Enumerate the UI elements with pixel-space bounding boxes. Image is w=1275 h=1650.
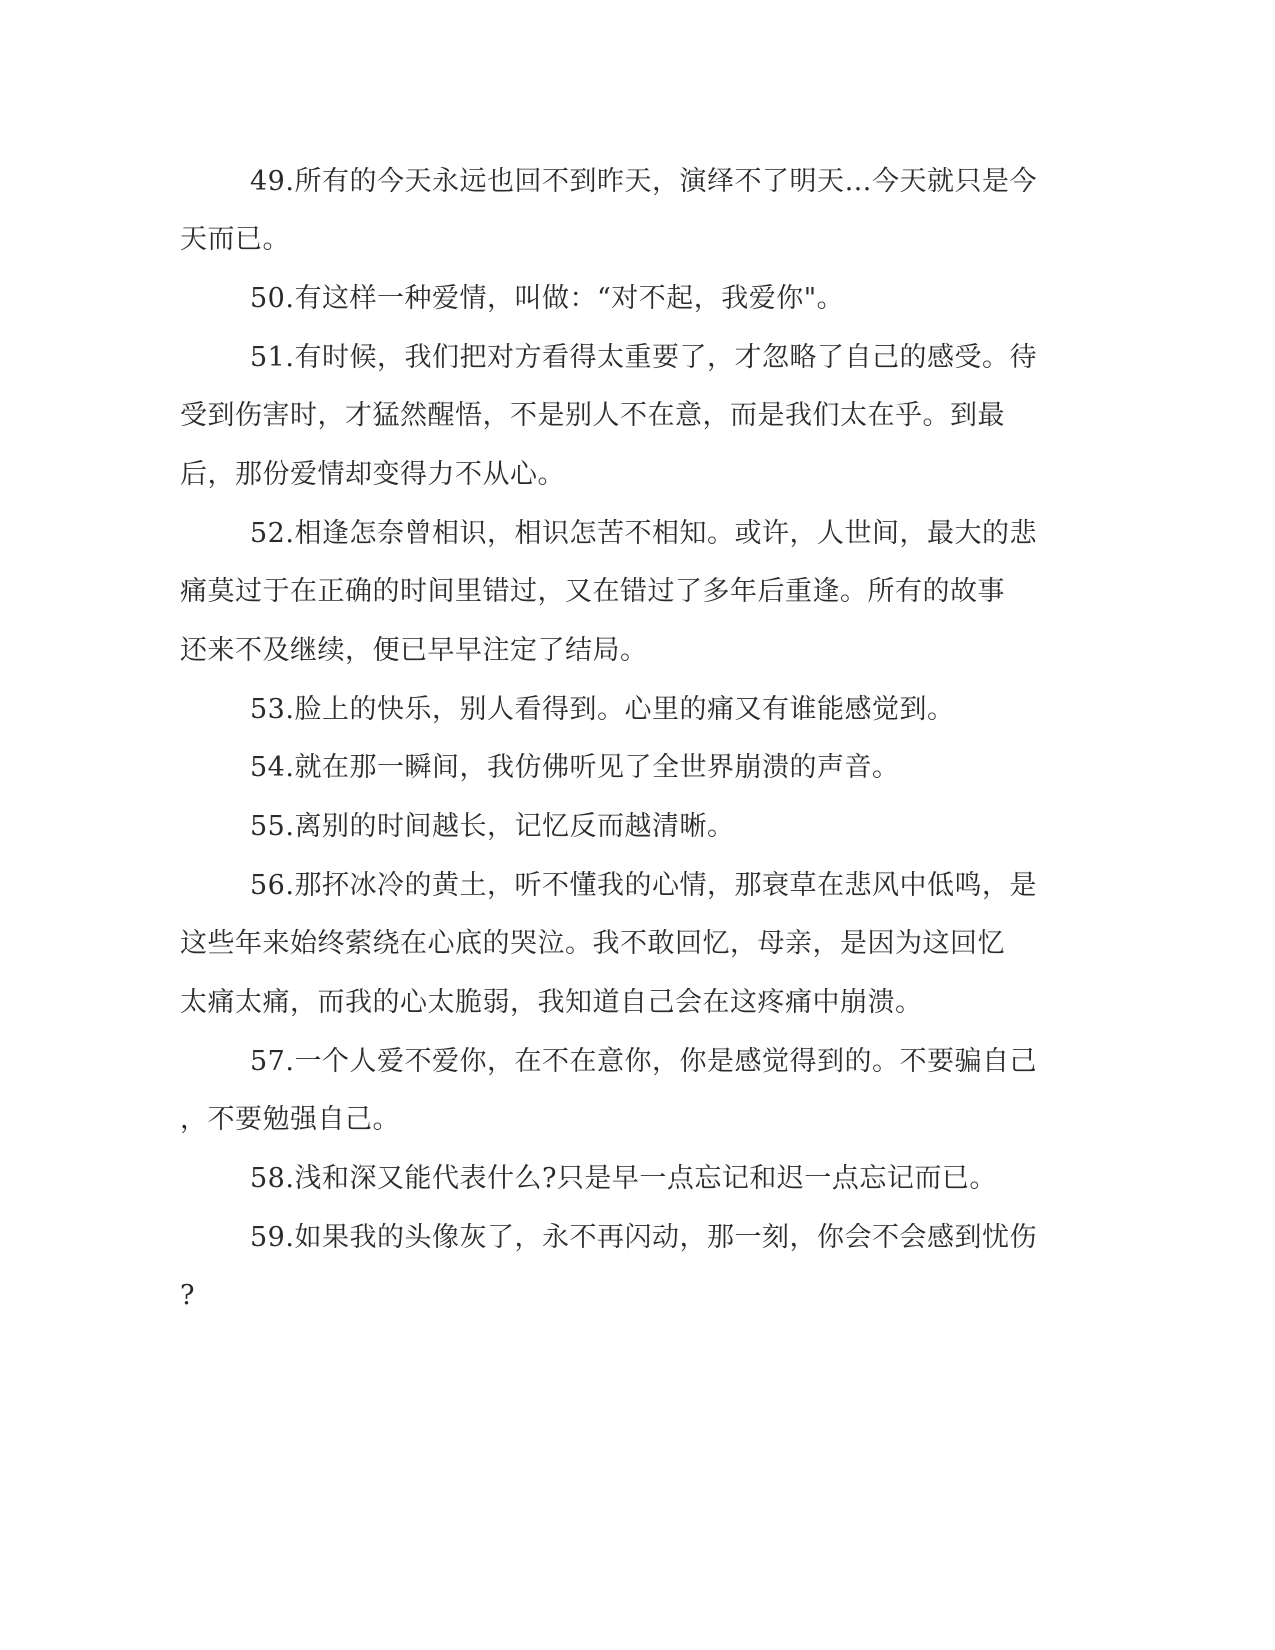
text-line-54: 54.就在那一瞬间，我仿佛听见了全世界崩溃的声音。 [250, 752, 900, 783]
text-line-51-b: 受到伤害时，才猛然醒悟，不是别人不在意，而是我们太在乎。到最 [180, 400, 1005, 431]
text-line-50: 50.有这样一种爱情，叫做：“对不起，我爱你"。 [250, 283, 845, 314]
text-line-55: 55.离别的时间越长，记忆反而越清晰。 [250, 811, 735, 842]
text-line-57-b: ，不要勉强自己。 [180, 1104, 400, 1135]
text-line-56-b: 这些年来始终萦绕在心底的哭泣。我不敢回忆，母亲，是因为这回忆 [180, 928, 1005, 959]
text-line-51-c: 后，那份爱情却变得力不从心。 [180, 459, 565, 490]
text-line-56-c: 太痛太痛，而我的心太脆弱，我知道自己会在这疼痛中崩溃。 [180, 987, 923, 1018]
text-line-59-b: ? [180, 1280, 195, 1311]
text-line-49-a: 49.所有的今天永远也回不到昨天，演绎不了明天…今天就只是今 [250, 166, 1037, 197]
text-line-53: 53.脸上的快乐，别人看得到。心里的痛又有谁能感觉到。 [250, 694, 955, 725]
text-line-57-a: 57.一个人爱不爱你，在不在意你，你是感觉得到的。不要骗自己 [250, 1046, 1037, 1077]
text-line-52-c: 还来不及继续，便已早早注定了结局。 [180, 635, 648, 666]
text-line-52-a: 52.相逢怎奈曾相识，相识怎苦不相知。或许，人世间，最大的悲 [250, 518, 1037, 549]
text-line-56-a: 56.那抔冰冷的黄土，听不懂我的心情，那衰草在悲风中低鸣，是 [250, 870, 1037, 901]
text-line-52-b: 痛莫过于在正确的时间里错过，又在错过了多年后重逢。所有的故事 [180, 576, 1005, 607]
text-line-49-b: 天而已。 [180, 224, 290, 255]
text-line-59-a: 59.如果我的头像灰了，永不再闪动，那一刻，你会不会感到忧伤 [250, 1222, 1037, 1253]
text-line-51-a: 51.有时候，我们把对方看得太重要了，才忽略了自己的感受。待 [250, 342, 1037, 373]
text-line-58: 58.浅和深又能代表什么?只是早一点忘记和迟一点忘记而已。 [250, 1163, 997, 1194]
